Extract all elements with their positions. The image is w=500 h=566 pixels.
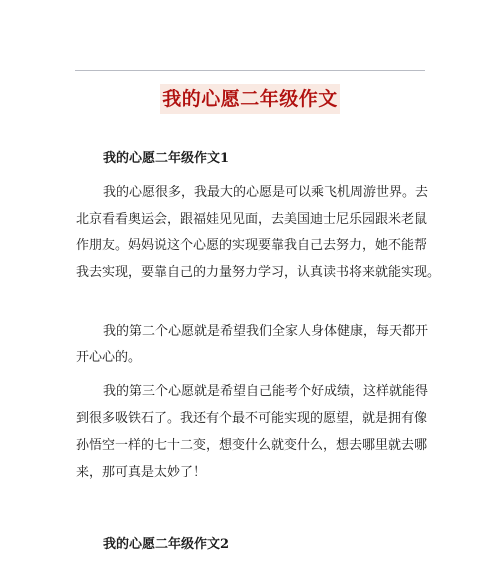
paragraph-line: 开心心的。 bbox=[76, 350, 142, 365]
paragraph-line: 我的第二个心愿就是希望我们全家人身体健康，每天都开 bbox=[103, 324, 429, 339]
top-divider bbox=[75, 70, 425, 71]
title-container bbox=[0, 84, 500, 114]
paragraph-line: 作朋友。妈妈说这个心愿的实现要靠我自己去努力，她不能帮 bbox=[76, 238, 428, 253]
paragraph-line: 孙悟空一样的七十二变，想变什么就变什么，想去哪里就去哪 bbox=[76, 438, 428, 453]
page-title: 我的心愿二年级作文 bbox=[160, 84, 340, 114]
section-1-heading: 我的心愿二年级作文1 bbox=[103, 151, 230, 166]
paragraph-line: 来，那可真是太妙了！ bbox=[76, 465, 207, 480]
paragraph-line: 我去实现，要靠自己的力量努力学习，认真读书将来就能实现。 bbox=[76, 265, 441, 280]
paragraph-line: 我的心愿很多，我最大的心愿是可以乘飞机周游世界。去 bbox=[103, 185, 429, 200]
section-2-heading: 我的心愿二年级作文2 bbox=[103, 537, 230, 552]
paragraph-line: 到很多吸铁石了。我还有个最不可能实现的愿望，就是拥有像 bbox=[76, 411, 428, 426]
paragraph-line: 北京看看奥运会，跟福娃见见面，去美国迪士尼乐园跟米老鼠 bbox=[76, 212, 428, 227]
paragraph-line: 我的第三个心愿就是希望自己能考个好成绩，这样就能得 bbox=[103, 384, 429, 399]
